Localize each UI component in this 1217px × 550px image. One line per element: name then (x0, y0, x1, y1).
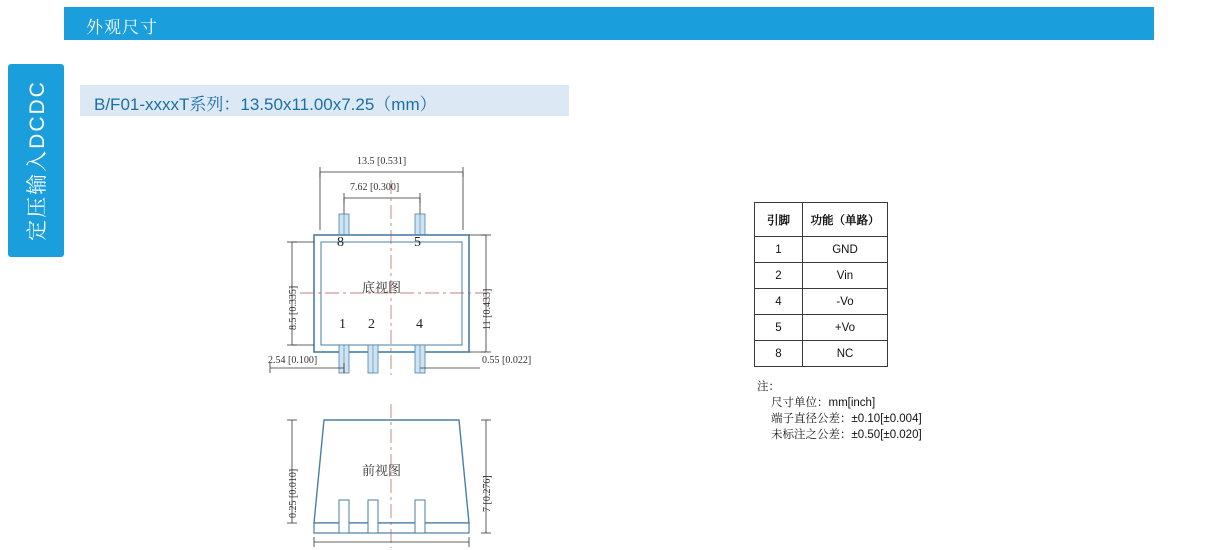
dim-pin-offset: 2.54 [0.100] (268, 355, 318, 366)
sidebar-category-label: 定压输入DCDC (26, 80, 49, 241)
bottom-view-drawing (250, 140, 670, 390)
dim-width-outer: 13.5 [0.531] (357, 156, 407, 167)
cell-pin: 2 (755, 263, 803, 289)
sidebar-category-tab (8, 64, 64, 257)
cell-pin: 8 (755, 341, 803, 367)
dim-height-outer: 11 [0.433] (482, 288, 493, 330)
table-row (755, 289, 888, 315)
column-header-function: 功能（单路） (803, 203, 888, 237)
dim-pin-thickness: 0.25 [0.010] (288, 468, 299, 518)
notes-line-units: 尺寸单位：mm[inch] (771, 397, 876, 409)
front-view-label: 前视图 (362, 463, 402, 478)
pin-number-2: 2 (368, 317, 375, 332)
cell-function: +Vo (803, 315, 888, 341)
column-header-pin: 引脚 (755, 203, 803, 237)
table-row (755, 263, 888, 289)
cell-function: -Vo (803, 289, 888, 315)
cell-function: GND (803, 237, 888, 263)
table-header-row (755, 203, 888, 237)
pin-number-8: 8 (337, 235, 344, 250)
series-subtitle-bar (80, 85, 569, 116)
dim-body-height: 7 [0.276] (482, 475, 493, 512)
cell-pin: 1 (755, 237, 803, 263)
series-subtitle-label: B/F01-xxxxT系列：13.50x11.00x7.25（mm） (94, 95, 437, 114)
bottom-view-label: 底视图 (362, 280, 402, 295)
cell-pin: 4 (755, 289, 803, 315)
table-row (755, 315, 888, 341)
notes-block (757, 379, 922, 443)
dim-height-inner: 8.5 [0.335] (288, 285, 299, 330)
mechanical-drawing (250, 140, 670, 540)
cell-pin: 5 (755, 315, 803, 341)
page-title: 外观尺寸 (86, 18, 158, 37)
notes-line-pin-tolerance: 端子直径公差：±0.10[±0.004] (771, 413, 922, 425)
notes-heading: 注： (757, 381, 780, 393)
cell-function: Vin (803, 263, 888, 289)
notes-line-general-tolerance: 未标注之公差：±0.50[±0.020] (771, 429, 922, 441)
section-header-bar (64, 7, 1154, 40)
pin-function-table (754, 202, 888, 367)
dim-pin-pitch: 7.62 [0.300] (350, 182, 400, 193)
cell-function: NC (803, 341, 888, 367)
pin-number-4: 4 (416, 317, 423, 332)
pin-number-1: 1 (339, 317, 346, 332)
table-row (755, 237, 888, 263)
front-view-drawing (250, 390, 670, 550)
dim-pin-diameter: 0.55 [0.022] (482, 355, 532, 366)
table-row (755, 341, 888, 367)
pin-number-5: 5 (414, 235, 421, 250)
